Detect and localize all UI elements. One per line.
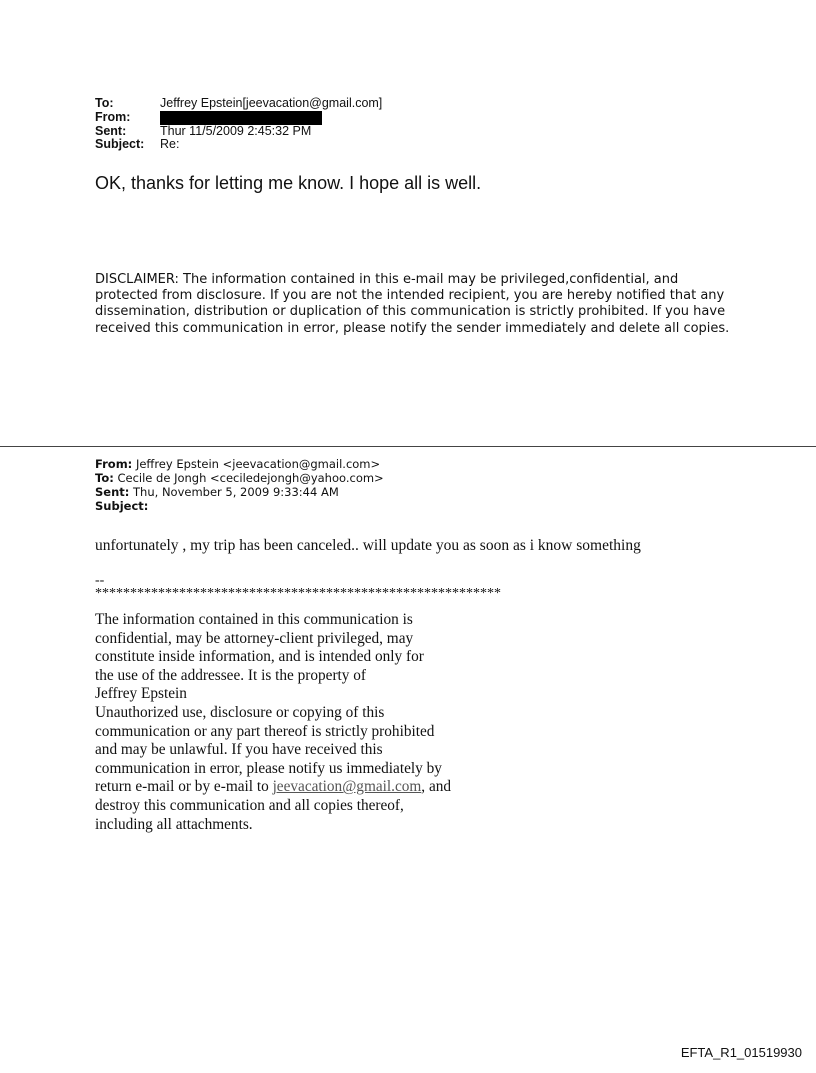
disclaimer: DISCLAIMER: The information contained in this e-mail may be privileged,confidential, and protected from disclosure. If you are not the intended recipient, you are hereby notified that any dissemination, distribution or duplication of this communication is strictly prohibited. If you have received this communication in error, please notify the sender immediately and delete all copies. <box>95 272 730 336</box>
email-link[interactable]: jeevacation@gmail.com <box>272 778 422 796</box>
from-label: From: <box>95 109 131 124</box>
conf-line: communication in error, please notify us immediately by <box>95 759 442 777</box>
top-email-body: OK, thanks for letting me know. I hope all is well. <box>95 173 482 193</box>
conf-line: Jeffrey Epstein <box>95 685 187 703</box>
top-email-header <box>95 97 382 152</box>
to-row <box>95 97 382 111</box>
conf-post-link: , and <box>421 778 452 796</box>
quoted-to-row <box>95 471 384 485</box>
conf-line: constitute inside information, and is intended only for <box>95 648 424 666</box>
subject-row <box>95 138 382 152</box>
quoted-email-header <box>95 457 384 513</box>
conf-line: the use of the addressee. It is the property of <box>95 666 367 684</box>
from-row <box>95 111 382 125</box>
conf-line: Unauthorized use, disclosure or copying of this <box>95 703 385 721</box>
quoted-from-value: Jeffrey Epstein <jeevacation@gmail.com> <box>135 457 381 471</box>
confidentiality-notice <box>95 611 451 834</box>
conf-line: and may be unlawful. If you have received this <box>95 741 383 759</box>
quoted-email-body: unfortunately , my trip has been canceled.. will update you as soon as i know something <box>95 537 641 554</box>
signature-separator <box>95 574 501 600</box>
document-id: EFTA_R1_01519930 <box>680 1045 802 1060</box>
quoted-to-label: To: <box>95 471 114 485</box>
sig-stars: ********************************************************** <box>95 586 501 601</box>
quoted-subject-row <box>95 499 384 513</box>
subject-label: Subject: <box>95 137 145 151</box>
sent-row <box>95 125 382 139</box>
sig-dashes: -- <box>95 573 105 588</box>
divider <box>0 446 816 447</box>
quoted-sent-label: Sent: <box>95 485 130 499</box>
quoted-from-label: From: <box>95 457 133 471</box>
sent-label: Sent: <box>95 123 127 138</box>
to-label: To: <box>95 96 114 110</box>
quoted-to-value: Cecile de Jongh <ceciledejongh@yahoo.com> <box>117 471 384 485</box>
conf-line: The information contained in this communication is <box>95 611 413 628</box>
to-value: Jeffrey Epstein[jeevacation@gmail.com] <box>160 96 383 110</box>
quoted-from-row <box>95 457 384 471</box>
conf-pre-link: return e-mail or by e-mail to <box>95 778 273 796</box>
quoted-subject-label: Subject: <box>95 499 149 513</box>
conf-line: confidential, may be attorney-client privileged, may <box>95 629 414 647</box>
conf-line: destroy this communication and all copies thereof, <box>95 796 404 814</box>
conf-line-with-link <box>95 778 451 797</box>
redaction-bar <box>160 111 322 125</box>
conf-line: communication or any part thereof is strictly prohibited <box>95 722 435 740</box>
sent-value: Thur 11/5/2009 2:45:32 PM <box>160 123 312 138</box>
conf-line: including all attachments. <box>95 815 253 833</box>
subject-value: Re: <box>160 137 180 151</box>
quoted-sent-row <box>95 485 384 499</box>
quoted-sent-value: Thu, November 5, 2009 9:33:44 AM <box>133 485 339 499</box>
